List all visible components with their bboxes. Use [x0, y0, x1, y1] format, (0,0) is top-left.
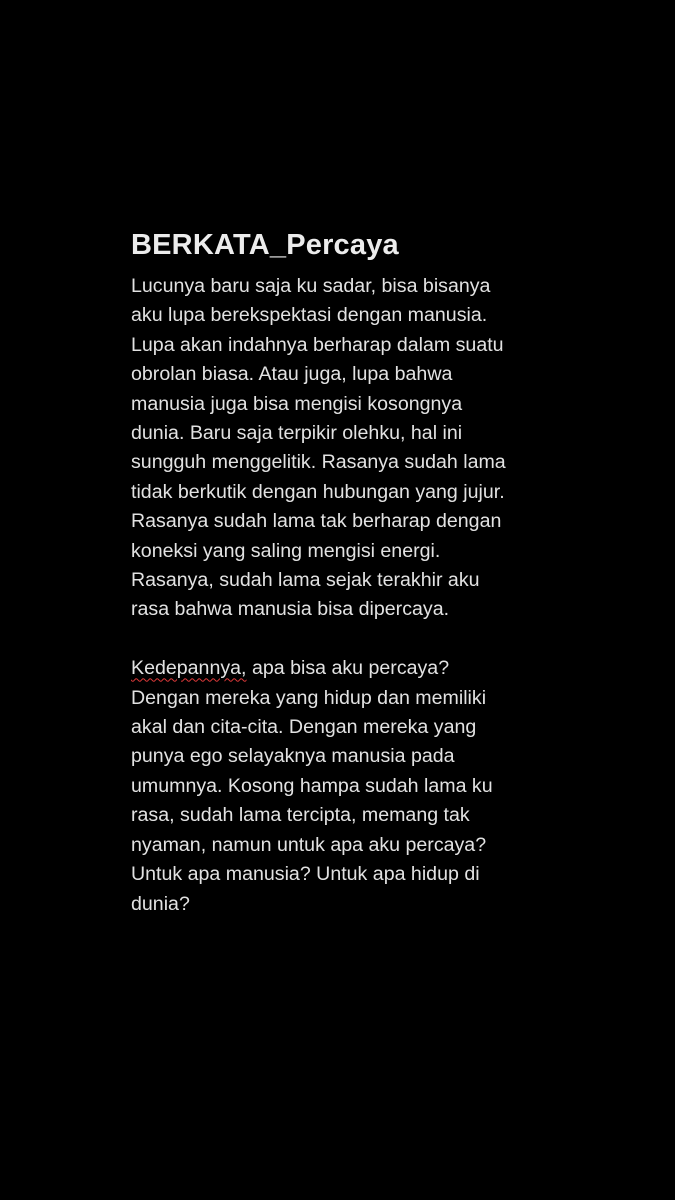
text-line: Rasanya sudah lama tak berharap dengan: [131, 510, 502, 533]
text-line: rasa, sudah lama tercipta, memang tak: [131, 804, 470, 827]
paragraph-gap: [131, 625, 561, 654]
text-line: Rasanya, sudah lama sejak terakhir aku: [131, 569, 480, 592]
text-line: [131, 654, 561, 683]
text-line: aku lupa berekspektasi dengan manusia.: [131, 304, 488, 327]
text-line: Lucunya baru saja ku sadar, bisa bisanya: [131, 275, 491, 297]
text-line: rasa bahwa manusia bisa dipercaya.: [131, 598, 450, 621]
text-line: dunia?: [131, 892, 190, 915]
paragraph-2: [131, 654, 561, 919]
text-line: umumnya. Kosong hampa sudah lama ku: [131, 774, 493, 797]
note-body[interactable]: [131, 226, 561, 919]
text-line: manusia juga bisa mengisi kosongnya: [131, 392, 463, 415]
text-line: obrolan biasa. Atau juga, lupa bahwa: [131, 363, 453, 386]
text-line: Untuk apa manusia? Untuk apa hidup di: [131, 863, 480, 886]
text-fragment: apa bisa aku percaya?: [246, 657, 450, 680]
note-title[interactable]: BERKATA_Percaya: [131, 229, 399, 261]
text-line: sungguh menggelitik. Rasanya sudah lama: [131, 451, 506, 474]
text-line: punya ego selayaknya manusia pada: [131, 745, 455, 768]
text-line: nyaman, namun untuk apa aku percaya?: [131, 833, 487, 856]
text-line: tidak berkutik dengan hubungan yang jujur.: [131, 480, 505, 503]
paragraph-1: [131, 272, 561, 625]
text-line: Lupa akan indahnya berharap dalam suatu: [131, 333, 504, 356]
text-line: dunia. Baru saja terpikir olehku, hal ini: [131, 422, 463, 445]
text-line: Dengan mereka yang hidup dan memiliki: [131, 686, 487, 709]
text-line: koneksi yang saling mengisi energi.: [131, 539, 441, 562]
spellcheck-flagged-word[interactable]: Kedepannya,: [131, 657, 247, 680]
text-line: akal dan cita-cita. Dengan mereka yang: [131, 716, 477, 739]
